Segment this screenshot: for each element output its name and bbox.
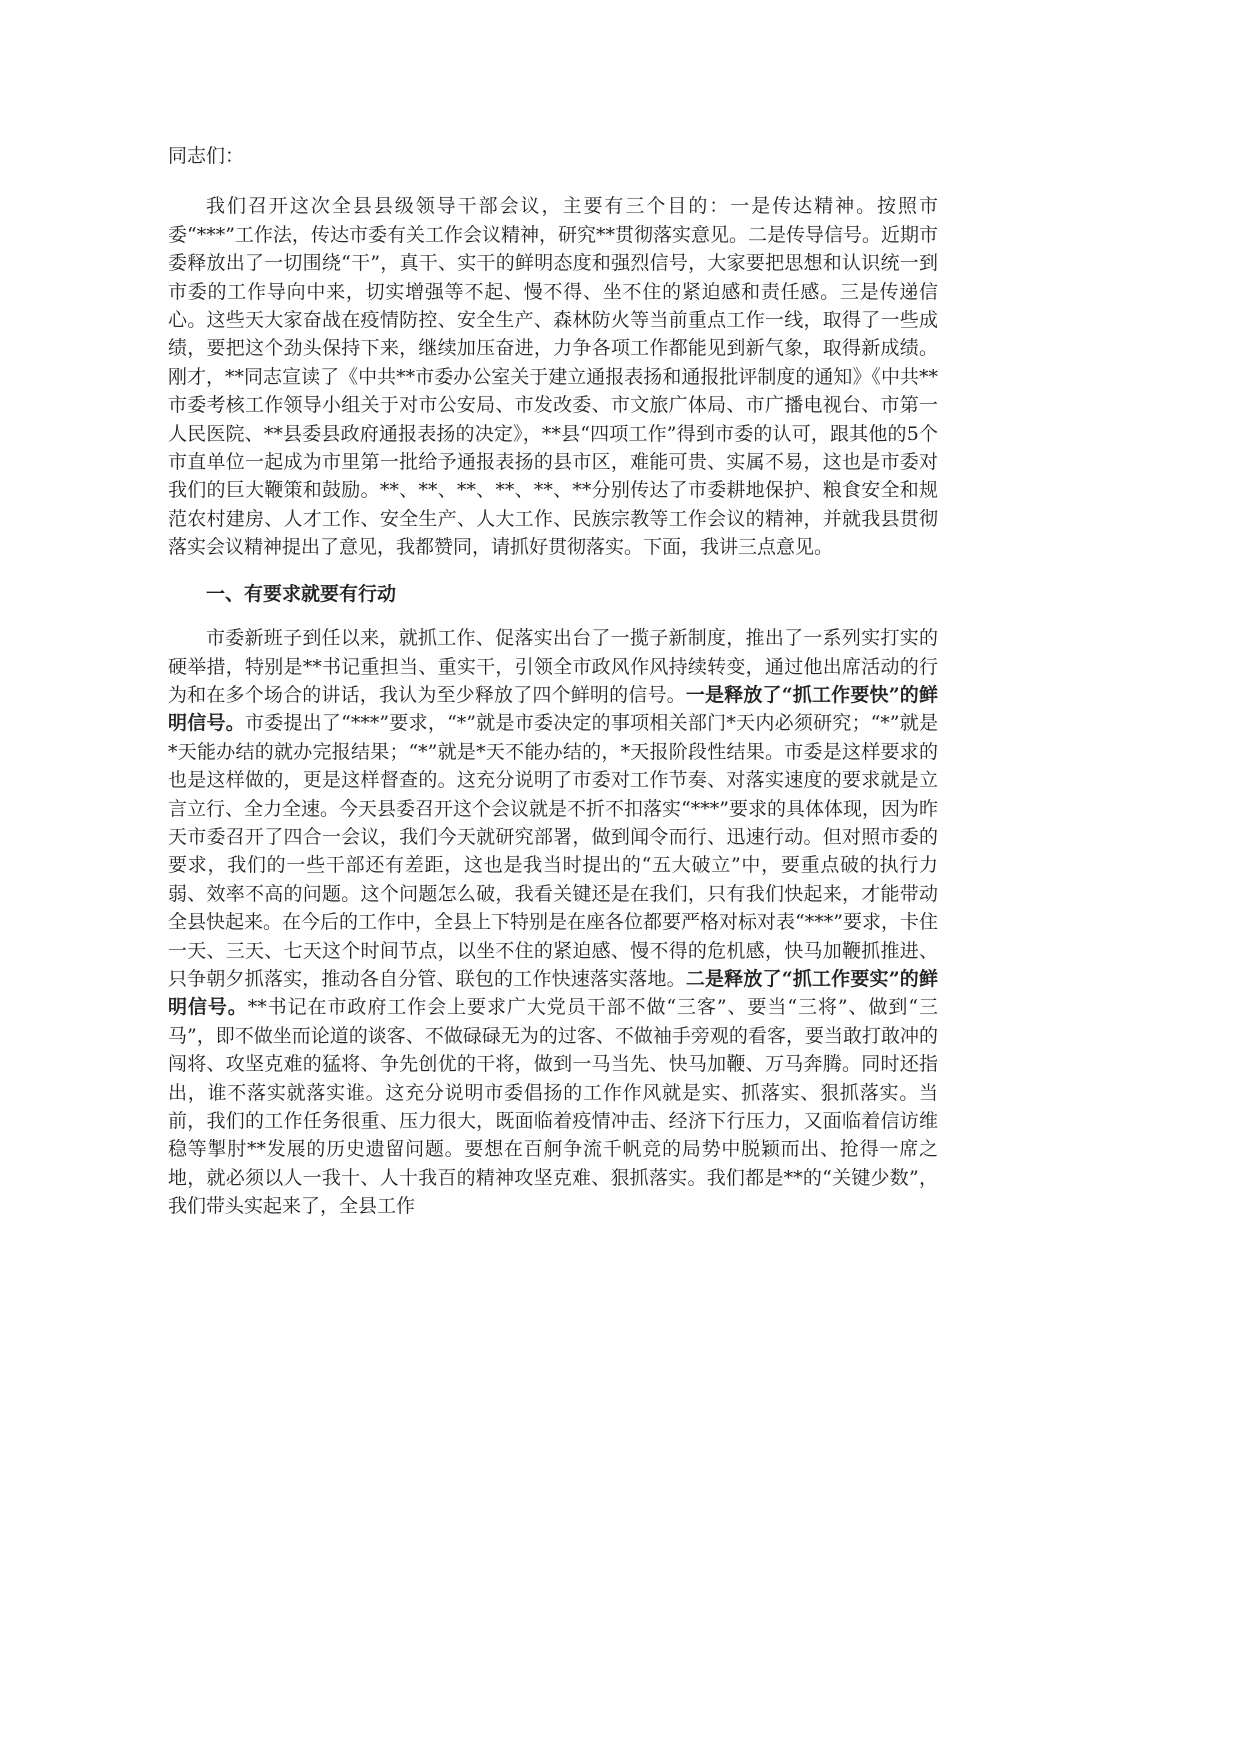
salutation: 同志们： — [168, 145, 245, 167]
signal-1-heading: 一是释放了“抓工作要快”的鲜明信号。 — [168, 683, 938, 735]
section-heading-1: 一、有要求就要有行动 — [206, 582, 397, 605]
section-1-paragraph — [168, 624, 938, 1221]
signal-2-heading: 二是释放了“抓工作要实”的鲜明信号。 — [168, 967, 938, 1019]
opening-paragraph: 我们召开这次全县县级领导干部会议，主要有三个目的：一是传达精神。按照市委“***”工作法，传达市委有关工作会议精神，研究**贯彻落实意见。二是传导信号。近期市委释放出了一切围绕“干”，真干、实干的鲜明态度和强烈信号，大家要把思想和认识统一到市委的工作导向中来，切实增强等不起、慢不得、坐不住的紧迫感和责任感。三是传递信心。这些天大家奋战在疫情防控、安全生产、森林防火等当前重点工作一线，取得了一些成绩，要把这个劲头保持下来，继续加压奋进，力争各项工作都能见到新气象，取得新成绩。刚才，**同志宣读了《中共**市委办公室关于建立通报表扬和通报批评制度的通知》《中共**市委考核工作领导小组关于对市公安局、市发改委、市文旅广体局、市广播电视台、市第一人民医院、**县委县政府通报表扬的决定》，**县“四项工作”得到市委的认可，跟其他的5个市直单位一起成为市里第一批给予通报表扬的县市区，难能可贵、实属不易，这也是市委对我们的巨大鞭策和鼓励。**、**、**、**、**、**分别传达了市委耕地保护、粮食安全和规范农村建房、人才工作、安全生产、人大工作、民族宗教等工作会议的精神，并就我县贯彻落实会议精神提出了意见，我都赞同，请抓好贯彻落实。下面，我讲三点意见。 — [168, 195, 938, 559]
signal-1-body: 市委提出了“***”要求，“*”就是市委决定的事项相关部门*天内必须研究；“*”就是*天能办结的就办完报结果；“*”就是*天不能办结的，*天报阶段性结果。市委是这样要求的也是这样做的，更是这样督查的。这充分说明了市委对工作节奏、对落实速度的要求就是立言立行、全力全速。今天县委召开这个会议就是不折不扣落实“***”要求的具体体现，因为昨天市委召开了四合一会议，我们今天就研究部署，做到闻令而行、迅速行动。但对照市委的要求，我们的一些干部还有差距，这也是我当时提出的“五大破立”中，要重点破的执行力弱、效率不高的问题。这个问题怎么破，我看关键还是在我们，只有我们快起来，才能带动全县快起来。在今后的工作中，全县上下特别是在座各位都要严格对标对表“***”要求，卡住一天、三天、七天这个时间节点，以坐不住的紧迫感、慢不得的危机感，快马加鞭抓推进、只争朝夕抓落实，推动各自分管、联包的工作快速落实落地。 — [168, 712, 938, 990]
section-1-intro: 市委新班子到任以来，就抓工作、促落实出台了一揽子新制度，推出了一系列实打实的硬举措，特别是**书记重担当、重实干，引领全市政风作风持续转变，通过他出席活动的行为和在多个场合的讲话，我认为至少释放了四个鲜明的信号。 — [168, 627, 938, 706]
document-page — [168, 142, 938, 1221]
signal-2-body: **书记在市政府工作会上要求广大党员干部不做“三客”、要当“三将”、做到“三马”，即不做坐而论道的谈客、不做碌碌无为的过客、不做袖手旁观的看客，要当敢打敢冲的闯将、攻坚克难的猛将、争先创优的干将，做到一马当先、快马加鞭、万马奔腾。同时还指出，谁不落实就落实谁。这充分说明市委倡扬的工作作风就是实、抓落实、狠抓落实。当前，我们的工作任务很重、压力很大，既面临着疫情冲击、经济下行压力，又面临着信访维稳等掣肘**发展的历史遗留问题。要想在百舸争流千帆竞的局势中脱颖而出、抢得一席之地，就必须以人一我十、人十我百的精神攻坚克难、狠抓落实。我们都是**的“关键少数”，我们带头实起来了，全县工作 — [168, 996, 938, 1218]
